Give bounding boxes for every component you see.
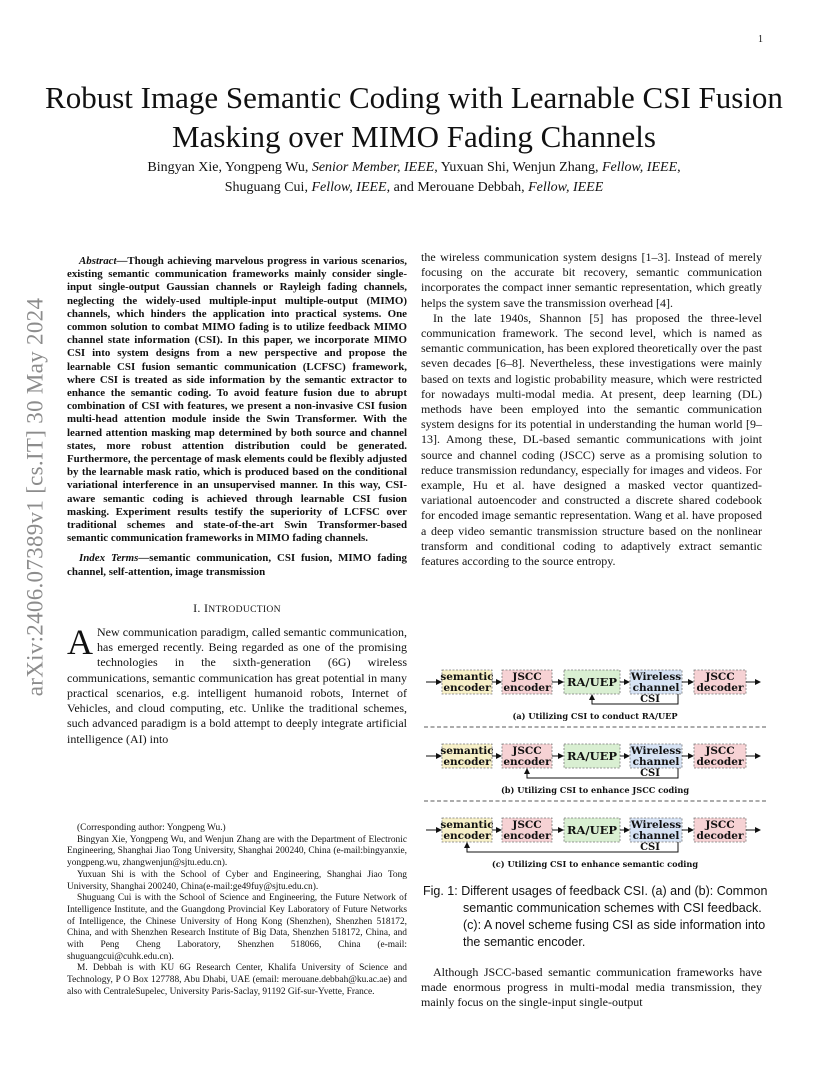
csi-label: CSI (640, 694, 660, 705)
paper-title: Robust Image Semantic Coding with Learnable CSI Fusion Masking over MIMO Fading Channels (45, 80, 783, 154)
block-label: JSCC (705, 819, 735, 831)
block-label: decoder (696, 756, 744, 768)
index-terms-text: —semantic communication, CSI fusion, MIMO fading channel, self-attention, image transmission (67, 552, 407, 578)
footnote: Bingyan Xie, Yongpeng Wu, and Wenjun Zhang are with the Department of Electronic Engineering, Shanghai Jiao Tong University, Shanghai 200240, China (e-mail:bingyanxie, yongpeng.wu, zhangwenjun@sjtu.edu.cn). (67, 834, 407, 869)
block-label: encoder (503, 830, 551, 842)
arxiv-id: arXiv:2406.07389v1 [cs.IT] 30 May 2024 (22, 297, 48, 697)
csi-feedback-arrow (592, 694, 678, 704)
block-label: JSCC (512, 819, 542, 831)
abstract-text: —Though achieving marvelous progress in various scenarios, existing semantic communication frameworks mainly consider single-input single-output Gaussian channels or Rayleigh fading channels, neglecting the widely-used multiple-input multiple-output (MIMO) channels, which hinders the application into practical systems. One common solution to combat MIMO fading is to utilize feedback MIMO channel state information (CSI). In this paper, we incorporate MIMO CSI into system designs from a new perspective and propose the learnable CSI fusion semantic communication (LCFSC) framework, where CSI is treated as side information by the semantic extractor to enhance the semantic coding. To avoid feature fusion due to abrupt combination of CSI with features, we present a non-invasive CSI fusion multi-head attention module inside the Swin Transformer. With the learned attention masking map determined by both source and channel states, more robust attention distribution could be generated. Furthermore, the percentage of mask elements could be flexibly adjusted by the learnable mask ratio, which is produced based on the conditional variational interference in an unsupervised manner. In this way, CSI-aware semantic coding is achieved through learnable CSI fusion masking. Experiment results testify the superiority of LCFSC over traditional schemes and state-of-the-art Swin Transformer-based semantic communication frameworks in MIMO fading channels. (67, 255, 407, 545)
footnote: Shuguang Cui is with the School of Science and Engineering, the Future Network of Intelligence Institute, and the Guangdong Provincial Key Laboratory of Future Networks of Intelligence, the Chinese University of Hong Kong (Shenzhen), Shenzhen 518172, China, and with Shenzhen Research Institute of Big Data, Shenzhen 518172, China, and with Peng Cheng Laboratory, Shenzhen 518066, China (e-mail: shuguangcui@cuhk.edu.cn). (67, 893, 407, 962)
figure-1 (422, 660, 768, 872)
block-label: RA/UEP (566, 675, 618, 689)
footnote: Yuxuan Shi is with the School of Cyber and Engineering, Shanghai Jiao Tong University, Shanghai 200240, China(e-mail:ge49fuy@sjtu.edu.cn). (67, 869, 407, 892)
author-role: Senior Member, IEEE (311, 160, 435, 175)
figure-caption (423, 883, 768, 951)
arxiv-stamp (18, 262, 52, 732)
block-label: encoder (443, 682, 491, 694)
block-label: Wireless (630, 745, 682, 757)
caption-text: Different usages of feedback CSI. (a) and (b): Common semantic communication schemes with CSI feedback. (c): A novel scheme fusing CSI as side information into the semantic encoder. (461, 884, 768, 949)
block-label: encoder (443, 830, 491, 842)
block-label: Wireless (630, 819, 682, 831)
block-label: decoder (696, 682, 744, 694)
subcaption: (b) Utilizing CSI to enhance JSCC coding (500, 785, 690, 795)
abstract-label: Abstract (79, 255, 117, 267)
block-label: semantic (440, 671, 494, 683)
right-column (421, 250, 762, 569)
intro-paragraph (67, 622, 407, 747)
block-label: channel (632, 830, 680, 842)
block-label: semantic (440, 745, 494, 757)
index-terms (67, 552, 407, 578)
figure-diagram (422, 660, 768, 872)
block-label: RA/UEP (566, 823, 618, 837)
block-label: encoder (443, 756, 491, 768)
subcaption: (a) Utilizing CSI to conduct RA/UEP (512, 711, 678, 721)
author: Merouane Debbah (417, 180, 522, 195)
block-label: encoder (503, 756, 551, 768)
paragraph: the wireless communication system designs [1–3]. Instead of merely focusing on the accurate bit recovery, semantic communication incorporates the compact inner semantic representation, which greatly helps the system save the transmission overhead [4]. (421, 250, 762, 310)
author-role: Fellow, IEEE (601, 160, 678, 175)
block-label: RA/UEP (566, 749, 618, 763)
block-label: decoder (696, 830, 744, 842)
footnotes (67, 823, 407, 999)
page-number: 1 (758, 34, 763, 45)
block-label: JSCC (512, 671, 542, 683)
author: Bingyan Xie (147, 160, 219, 175)
block-label: channel (632, 756, 680, 768)
block-label: encoder (503, 682, 551, 694)
author: Shuguang Cui (224, 180, 305, 195)
footnote: M. Debbah is with KU 6G Research Center, Khalifa University of Science and Technology, P O Box 127788, Abu Dhabi, UAE (email: merouane.debbah@ku.ac.ae) and also with CentraleSupelec, University Paris-Saclay, 91192 Gif-sur-Yvette, France. (67, 963, 407, 997)
author-role: Fellow, IEEE (311, 180, 387, 195)
author: Wenjun Zhang (512, 160, 595, 175)
bottom-paragraph: Although JSCC-based semantic communication frameworks have made enormous progress in multi-modal media transmission, they mainly focus on the single-input single-output (421, 965, 762, 1010)
csi-label: CSI (640, 768, 660, 779)
block-label: Wireless (630, 671, 682, 683)
paragraph: In the late 1940s, Shannon [5] has proposed the three-level communication framework. The second level, which is named as semantic communication, has been explored theoretically over the past seven decades [6–8]. Nevertheless, these investigations were mainly based on texts and logistic probability measure, which were restricted for nowadays multi-modal media. At present, deep learning (DL) methods have been employed into the semantic communication system designs for its potential in understanding the human world [9–13]. Among these, DL-based semantic communications with joint source and channel coding (JSCC) serve as a promising solution to reduce transmission redundancy, especially for images and videos. For example, Hu et al. have designed a masked vector quantized-variational autoencoder and constructed a discrete shared codebook for encoded image semantic representation. Wang et al. have proposed a deep video semantic transmission structure based on the nonlinear transform and conditional coding to adaptively extract semantic features according to the source entropy. (421, 310, 762, 569)
abstract (67, 255, 407, 545)
subcaption: (c) Utilizing CSI to enhance semantic coding (491, 859, 699, 869)
caption-label: Fig. 1: (423, 884, 458, 898)
block-label: semantic (440, 819, 494, 831)
author-list: Bingyan Xie, Yongpeng Wu, Senior Member, IEEE, Yuxuan Shi, Wenjun Zhang, Fellow, IEEE, Shuguang Cui, Fellow, IEEE, and Merouane Debbah, Fellow, IEEE (147, 160, 681, 195)
left-column (67, 255, 407, 747)
footnote: (Corresponding author: Yongpeng Wu.) (77, 823, 226, 833)
block-label: channel (632, 682, 680, 694)
block-label: JSCC (512, 745, 542, 757)
block-label: JSCC (705, 745, 735, 757)
author: Yuxuan Shi (440, 160, 506, 175)
index-terms-label: Index Terms (79, 552, 139, 565)
csi-label: CSI (640, 842, 660, 853)
author: Yongpeng Wu (225, 160, 305, 175)
intro-text: New communication paradigm, called semantic communication, has emerged recently. Being regarded as one of the promising technologies in the sixth-generation (6G) wireless communications, semantic communication has great potential in many practical scenarios, e.g. intelligent humanoid robots, Internet of Vehicles, and cloud computing, etc. Unlike the traditional schemes, such advanced paradigm is a bold attempt to deeply integrate artificial intelligence (AI) into (67, 625, 407, 746)
dropcap: A (67, 622, 93, 663)
section-heading: I. INTRODUCTION (193, 600, 281, 615)
author-role: Fellow, IEEE (528, 180, 604, 195)
block-label: JSCC (705, 671, 735, 683)
